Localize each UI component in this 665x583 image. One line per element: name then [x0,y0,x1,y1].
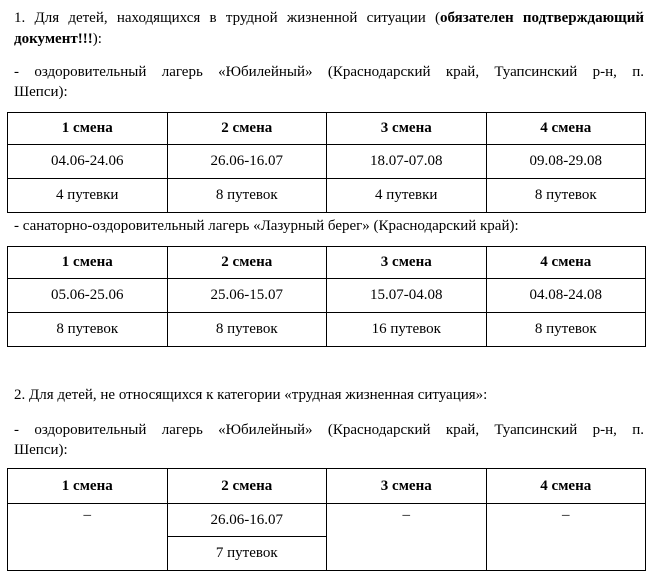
voucher-cell: 4 путевки [327,179,487,213]
header-cell: 2 смена [167,247,327,279]
date-cell: 26.06-16.07 [167,145,327,179]
date-cell: 09.08-29.08 [486,145,646,179]
header-cell: 1 смена [8,469,168,504]
section2-heading: 2. Для детей, не относящихся к категории «трудная жизненная ситуация»: [14,387,488,403]
date-cell: 25.06-15.07 [167,279,327,313]
section1-heading [14,8,644,50]
header-cell: 3 смена [327,469,487,504]
header-cell: 3 смена [327,247,487,279]
s1-camp2-table [7,246,646,347]
section1-heading-prefix: 1. Для детей, находящихся в трудной жизненной ситуации ( [14,10,440,26]
header-cell: 4 смена [486,247,646,279]
table-header-row [8,469,646,504]
header-cell: 4 смена [486,113,646,145]
date-cell: 18.07-07.08 [327,145,487,179]
s2-camp1-table [7,468,646,571]
table-header-row [8,247,646,279]
date-cell: 15.07-04.08 [327,279,487,313]
s1-camp1-title-line2: Шепси): [14,84,68,100]
header-cell: 2 смена [167,113,327,145]
s2-camp1-title-line2: Шепси): [14,442,68,458]
s1-camp1-title-line1: - оздоровительный лагерь «Юбилейный» (Краснодарский край, Туапсинский р-н, п. [14,64,644,80]
date-cell: 05.06-25.06 [8,279,168,313]
table-row-vouchers [8,313,646,347]
date-cell: 04.06-24.06 [8,145,168,179]
voucher-cell: 7 путевок [167,537,327,571]
voucher-cell: 4 путевки [8,179,168,213]
section1-heading-bold: обязателен подтверждающий документ!!! [14,10,645,47]
voucher-cell: 8 путевок [486,313,646,347]
table-row-vouchers [8,179,646,213]
header-cell: 1 смена [8,113,168,145]
voucher-cell: 8 путевок [8,313,168,347]
header-cell: 3 смена [327,113,487,145]
table-row-dates [8,145,646,179]
voucher-cell: 8 путевок [486,179,646,213]
voucher-cell: 16 путевок [327,313,487,347]
table-header-row [8,113,646,145]
dash-cell: – [486,504,646,571]
header-cell: 2 смена [167,469,327,504]
dash-cell: – [327,504,487,571]
date-cell: 04.08-24.08 [486,279,646,313]
s1-camp2-title: - санаторно-оздоровительный лагерь «Лазурный берег» (Краснодарский край): [14,218,519,234]
section1-heading-suffix: ): [92,31,102,47]
table-row-dates [8,279,646,313]
voucher-cell: 8 путевок [167,179,327,213]
table-row [8,504,646,537]
voucher-cell: 8 путевок [167,313,327,347]
date-cell: 26.06-16.07 [167,504,327,537]
s1-camp1-table [7,112,646,213]
dash-cell: – [8,504,168,571]
header-cell: 4 смена [486,469,646,504]
s2-camp1-title-line1: - оздоровительный лагерь «Юбилейный» (Краснодарский край, Туапсинский р-н, п. [14,422,644,438]
header-cell: 1 смена [8,247,168,279]
